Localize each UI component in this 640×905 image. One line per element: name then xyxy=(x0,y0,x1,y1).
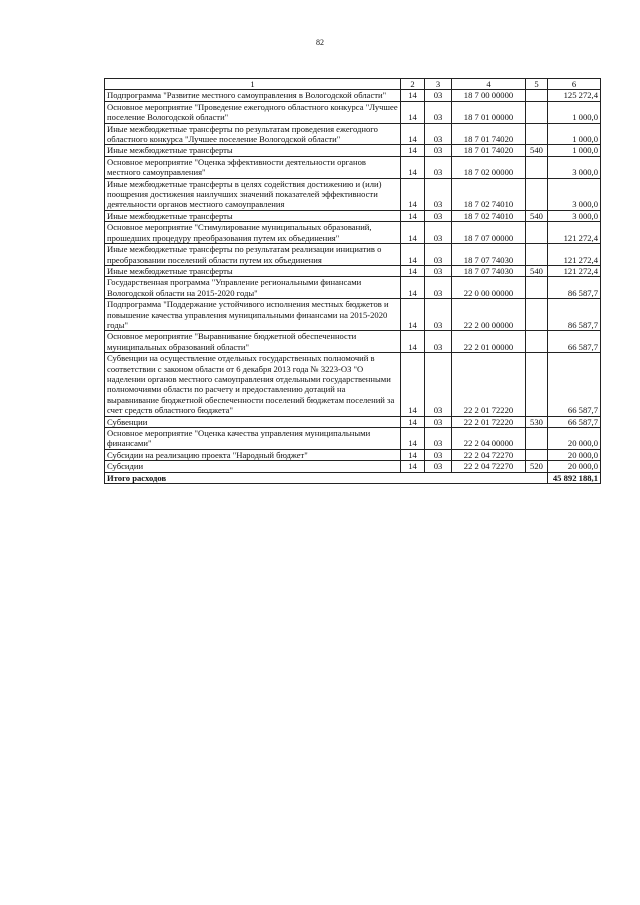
row-code-type xyxy=(526,277,548,299)
row-amount: 3 000,0 xyxy=(548,210,601,221)
table-row xyxy=(105,123,601,145)
row-code-section: 14 xyxy=(401,265,425,276)
table-row xyxy=(105,244,601,266)
row-amount: 3 000,0 xyxy=(548,156,601,178)
row-amount: 86 587,7 xyxy=(548,299,601,331)
row-name: Иные межбюджетные трансферты xyxy=(105,265,401,276)
row-code-target: 22 2 04 72270 xyxy=(452,461,526,472)
row-code-type xyxy=(526,90,548,101)
row-code-section: 14 xyxy=(401,123,425,145)
row-name: Государственная программа "Управление региональными финансами Вологодской области на 2015-2020 годы" xyxy=(105,277,401,299)
row-amount: 20 000,0 xyxy=(548,461,601,472)
row-name: Основное мероприятие "Стимулирование муниципальных образований, прошедших процедуру преобразования путем их объединения" xyxy=(105,222,401,244)
table-row xyxy=(105,101,601,123)
row-name: Подпрограмма "Поддержание устойчивого исполнения местных бюджетов и повышение качества управления муниципальными финансами на 2015-2020 годы" xyxy=(105,299,401,331)
row-code-target: 18 7 02 74010 xyxy=(452,210,526,221)
table-row xyxy=(105,449,601,460)
row-name: Иные межбюджетные трансферты в целях содействия достижению и (или) поощрения достижения наилучших значений показателей эффективности деятельности органов местного самоуправления xyxy=(105,178,401,210)
total-label: Итого расходов xyxy=(105,472,548,483)
column-header: 5 xyxy=(526,79,548,90)
row-amount: 1 000,0 xyxy=(548,123,601,145)
row-name: Субсидии на реализацию проекта "Народный бюджет" xyxy=(105,449,401,460)
row-code-type: 530 xyxy=(526,416,548,427)
row-code-section: 14 xyxy=(401,353,425,416)
row-code-section: 14 xyxy=(401,156,425,178)
row-name: Иные межбюджетные трансферты по результатам реализации инициатив о преобразовании поселений области путем их объединения xyxy=(105,244,401,266)
row-amount: 125 272,4 xyxy=(548,90,601,101)
row-code-target: 22 2 01 72220 xyxy=(452,416,526,427)
row-code-type xyxy=(526,178,548,210)
row-code-subsection: 03 xyxy=(425,178,452,210)
total-amount: 45 892 188,1 xyxy=(548,472,601,483)
row-code-subsection: 03 xyxy=(425,299,452,331)
row-code-type: 540 xyxy=(526,145,548,156)
row-code-section: 14 xyxy=(401,416,425,427)
row-code-target: 18 7 02 74010 xyxy=(452,178,526,210)
row-code-section: 14 xyxy=(401,178,425,210)
row-code-section: 14 xyxy=(401,428,425,450)
row-name: Субвенции xyxy=(105,416,401,427)
table-row xyxy=(105,277,601,299)
row-code-target: 18 7 01 00000 xyxy=(452,101,526,123)
row-code-section: 14 xyxy=(401,449,425,460)
row-code-target: 22 2 01 00000 xyxy=(452,331,526,353)
row-code-subsection: 03 xyxy=(425,331,452,353)
row-code-subsection: 03 xyxy=(425,222,452,244)
row-amount: 1 000,0 xyxy=(548,145,601,156)
row-amount: 1 000,0 xyxy=(548,101,601,123)
table-row xyxy=(105,416,601,427)
column-header: 2 xyxy=(401,79,425,90)
column-header: 4 xyxy=(452,79,526,90)
row-code-type xyxy=(526,101,548,123)
row-amount: 121 272,4 xyxy=(548,222,601,244)
row-code-target: 18 7 07 00000 xyxy=(452,222,526,244)
row-name: Основное мероприятие "Оценка эффективности деятельности органов местного самоуправления" xyxy=(105,156,401,178)
table-row xyxy=(105,145,601,156)
row-code-type xyxy=(526,449,548,460)
row-name: Иные межбюджетные трансферты по результатам проведения ежегодного областного конкурса "Лучшее поселение Вологодской области" xyxy=(105,123,401,145)
row-name: Субсидии xyxy=(105,461,401,472)
table-header-row xyxy=(105,79,601,90)
row-code-section: 14 xyxy=(401,90,425,101)
row-code-type xyxy=(526,428,548,450)
row-code-target: 18 7 02 00000 xyxy=(452,156,526,178)
table-row xyxy=(105,156,601,178)
row-amount: 66 587,7 xyxy=(548,353,601,416)
row-code-section: 14 xyxy=(401,101,425,123)
row-code-subsection: 03 xyxy=(425,123,452,145)
row-code-section: 14 xyxy=(401,244,425,266)
row-code-subsection: 03 xyxy=(425,416,452,427)
total-row xyxy=(105,472,601,483)
row-amount: 121 272,4 xyxy=(548,244,601,266)
row-name: Основное мероприятие "Оценка качества управления муниципальными финансами" xyxy=(105,428,401,450)
row-name: Иные межбюджетные трансферты xyxy=(105,145,401,156)
row-code-section: 14 xyxy=(401,277,425,299)
row-code-type: 520 xyxy=(526,461,548,472)
row-amount: 121 272,4 xyxy=(548,265,601,276)
row-code-section: 14 xyxy=(401,299,425,331)
row-code-subsection: 03 xyxy=(425,244,452,266)
table-row xyxy=(105,299,601,331)
row-code-target: 18 7 07 74030 xyxy=(452,265,526,276)
table-row xyxy=(105,331,601,353)
table-row xyxy=(105,265,601,276)
table-row xyxy=(105,210,601,221)
row-amount: 20 000,0 xyxy=(548,428,601,450)
row-name: Основное мероприятие "Проведение ежегодного областного конкурса "Лучшее поселение Вологодской области" xyxy=(105,101,401,123)
column-header: 3 xyxy=(425,79,452,90)
row-code-subsection: 03 xyxy=(425,277,452,299)
row-code-type xyxy=(526,353,548,416)
row-name: Основное мероприятие "Выравнивание бюджетной обеспеченности муниципальных образований области" xyxy=(105,331,401,353)
row-code-section: 14 xyxy=(401,145,425,156)
row-code-subsection: 03 xyxy=(425,353,452,416)
row-code-target: 22 0 00 00000 xyxy=(452,277,526,299)
row-code-type: 540 xyxy=(526,265,548,276)
row-code-subsection: 03 xyxy=(425,90,452,101)
row-code-type xyxy=(526,156,548,178)
row-code-target: 22 2 01 72220 xyxy=(452,353,526,416)
row-code-type xyxy=(526,123,548,145)
table-row xyxy=(105,353,601,416)
table-row xyxy=(105,222,601,244)
column-header: 1 xyxy=(105,79,401,90)
row-code-target: 22 2 04 72270 xyxy=(452,449,526,460)
row-code-type xyxy=(526,222,548,244)
row-code-type xyxy=(526,244,548,266)
row-amount: 3 000,0 xyxy=(548,178,601,210)
row-code-section: 14 xyxy=(401,210,425,221)
row-code-target: 18 7 01 74020 xyxy=(452,145,526,156)
row-code-target: 22 2 04 00000 xyxy=(452,428,526,450)
row-code-section: 14 xyxy=(401,331,425,353)
row-code-target: 18 7 00 00000 xyxy=(452,90,526,101)
table-row xyxy=(105,428,601,450)
row-code-type xyxy=(526,299,548,331)
row-amount: 66 587,7 xyxy=(548,331,601,353)
row-code-target: 18 7 01 74020 xyxy=(452,123,526,145)
row-code-subsection: 03 xyxy=(425,428,452,450)
row-code-subsection: 03 xyxy=(425,145,452,156)
row-code-subsection: 03 xyxy=(425,265,452,276)
row-name: Субвенции на осуществление отдельных государственных полномочий в соответствии с законом области от 6 декабря 2013 года № 3223-ОЗ "О наделении органов местного самоуправления отдельными государственными полномочиями области по расчету и предоставлению дотаций на выравнивание бюджетной обеспеченности поселений бюджетам поселений за счет средств областного бюджета" xyxy=(105,353,401,416)
row-code-target: 18 7 07 74030 xyxy=(452,244,526,266)
row-code-subsection: 03 xyxy=(425,156,452,178)
row-code-subsection: 03 xyxy=(425,210,452,221)
page-number: 82 xyxy=(316,38,324,47)
row-name: Подпрограмма "Развитие местного самоуправления в Вологодской области" xyxy=(105,90,401,101)
row-amount: 66 587,7 xyxy=(548,416,601,427)
row-amount: 86 587,7 xyxy=(548,277,601,299)
row-code-subsection: 03 xyxy=(425,461,452,472)
expenditure-table xyxy=(104,78,601,484)
row-amount: 20 000,0 xyxy=(548,449,601,460)
row-code-target: 22 2 00 00000 xyxy=(452,299,526,331)
row-code-type xyxy=(526,331,548,353)
column-header: 6 xyxy=(548,79,601,90)
table-row xyxy=(105,178,601,210)
table-row xyxy=(105,461,601,472)
row-code-section: 14 xyxy=(401,222,425,244)
row-code-section: 14 xyxy=(401,461,425,472)
row-name: Иные межбюджетные трансферты xyxy=(105,210,401,221)
row-code-type: 540 xyxy=(526,210,548,221)
row-code-subsection: 03 xyxy=(425,101,452,123)
row-code-subsection: 03 xyxy=(425,449,452,460)
table-row xyxy=(105,90,601,101)
